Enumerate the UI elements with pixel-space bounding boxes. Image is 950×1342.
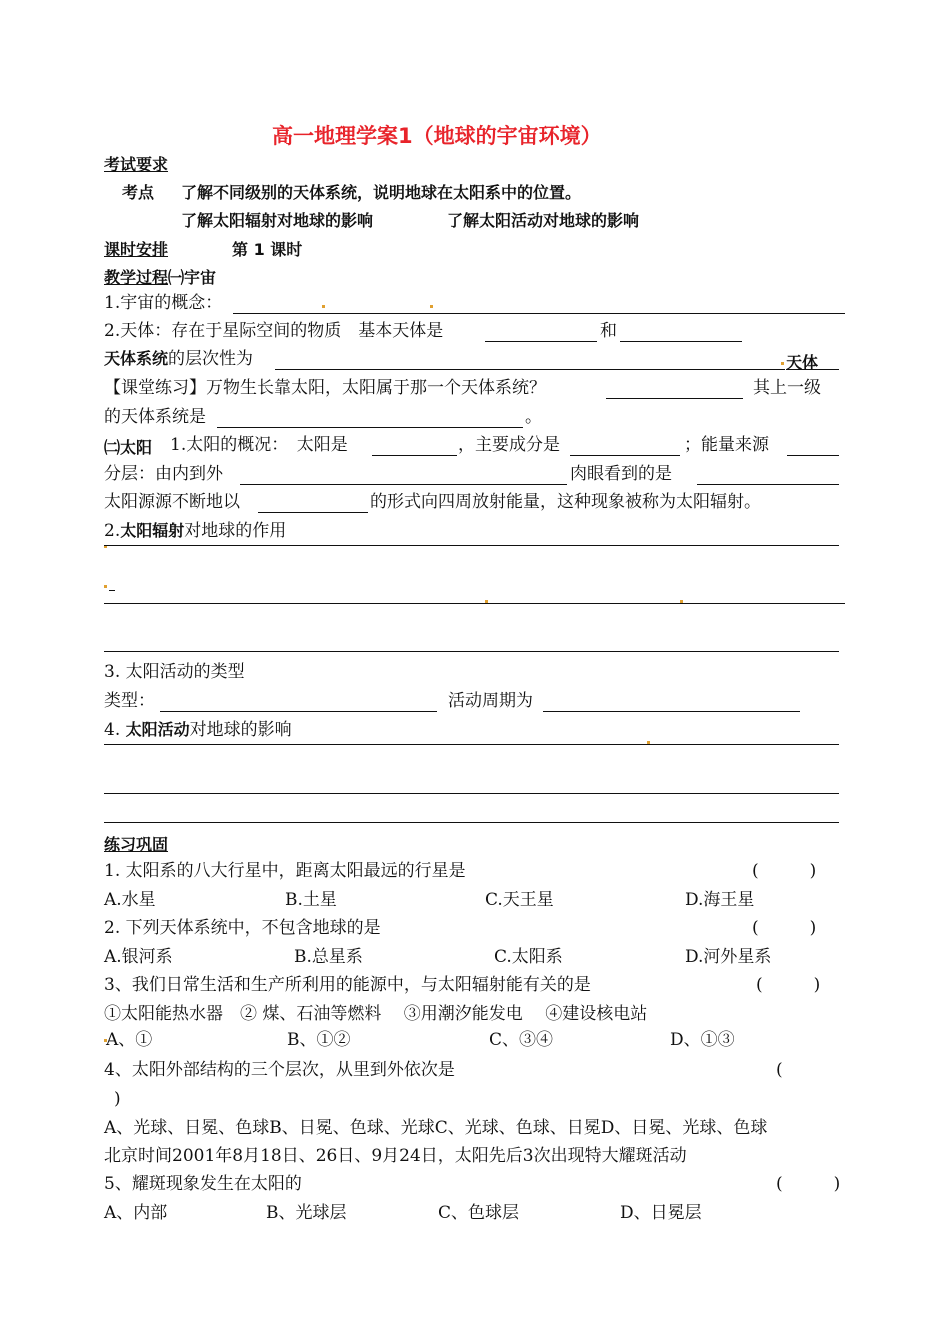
- ex-q2-opt-d[interactable]: D.河外星系: [685, 947, 772, 967]
- answer-line[interactable]: [275, 369, 785, 370]
- ex-q5-opt-d[interactable]: D、日冕层: [620, 1203, 702, 1223]
- sun-p2: ，主要成分是: [458, 435, 560, 455]
- ex-q1-opt-d[interactable]: D.海王星: [685, 890, 755, 910]
- ex-q1-opt-b[interactable]: B.土星: [285, 890, 337, 910]
- practice-end: 。: [525, 407, 542, 427]
- answer-line[interactable]: [104, 822, 839, 823]
- exam-item-2: 了解太阳辐射对地球的影响: [181, 211, 374, 230]
- answer-line[interactable]: [372, 455, 457, 456]
- s3-period: 活动周期为: [448, 691, 533, 711]
- ex-q3-paren[interactable]: ( ): [756, 975, 821, 995]
- scan-dot: [781, 362, 784, 365]
- ex-q1-opt-c[interactable]: C.天王星: [485, 890, 554, 910]
- practice-next: 其上一级: [753, 378, 821, 398]
- ex-q5-text: 5、耀斑现象发生在太阳的: [104, 1174, 302, 1194]
- answer-line[interactable]: [104, 793, 839, 794]
- exam-item-3: 了解太阳活动对地球的影响: [447, 211, 640, 230]
- scan-dot: [430, 305, 433, 308]
- sun-rad-b: 的形式向四周放射能量，这种现象被称为太阳辐射。: [370, 492, 761, 512]
- q2b-tail: 天体: [786, 353, 819, 372]
- answer-line[interactable]: [217, 427, 523, 428]
- answer-line[interactable]: [104, 603, 845, 604]
- answer-line[interactable]: [606, 398, 743, 399]
- q2-and: 和: [600, 321, 617, 341]
- scan-dot: [647, 741, 650, 744]
- schedule-value: 第 1 课时: [232, 240, 303, 259]
- ex-q5-opt-c[interactable]: C、色球层: [438, 1203, 520, 1223]
- ex-q3-opt-d[interactable]: D、①③: [670, 1030, 735, 1050]
- practice-question: 【课堂练习】万物生长靠太阳，太阳属于那一个天体系统？: [104, 378, 546, 398]
- ex-q3-items: ①太阳能热水器 ② 煤、石油等燃料 ③用潮汐能发电 ④建设核电站: [104, 1004, 648, 1024]
- answer-line[interactable]: [697, 484, 839, 485]
- ex-q2-opt-c[interactable]: C.太阳系: [494, 947, 563, 967]
- answer-line[interactable]: [104, 545, 839, 546]
- sun-eye: 肉眼看到的是: [570, 464, 672, 484]
- ex-q4-paren-open[interactable]: (: [776, 1060, 783, 1080]
- answer-line[interactable]: [240, 484, 567, 485]
- exam-heading: 考试要求: [104, 155, 169, 174]
- answer-line[interactable]: [160, 711, 437, 712]
- schedule-heading: 课时安排: [104, 240, 169, 259]
- answer-line[interactable]: [258, 512, 368, 513]
- scan-dot: [322, 305, 325, 308]
- ex-note: 北京时间2001年8月18日、26日、9月24日，太阳先后3次出现特大耀斑活动: [104, 1146, 687, 1166]
- answer-line[interactable]: [104, 651, 839, 652]
- ex-q4-text: 4、太阳外部结构的三个层次，从里到外依次是: [104, 1060, 455, 1080]
- ex-q4-options: A、光球、日冕、色球B、日冕、色球、光球C、光球、色球、日冕D、日冕、光球、色球: [104, 1118, 768, 1138]
- page-title: 高一地理学案1（地球的宇宙环境）: [272, 124, 602, 148]
- ex-q5-opt-a[interactable]: A、内部: [104, 1203, 168, 1223]
- s2-bold: 太阳辐射: [120, 521, 185, 540]
- ex-q5-opt-b[interactable]: B、光球层: [266, 1203, 347, 1223]
- ex-q2-paren[interactable]: ( ): [752, 918, 817, 938]
- sun-p3: ；能量来源: [684, 435, 769, 455]
- tail-underline: [786, 369, 839, 370]
- answer-line[interactable]: [233, 313, 845, 314]
- ex-q2-text: 2. 下列天体系统中，不包含地球的是: [104, 918, 381, 938]
- short-mark: [109, 590, 115, 591]
- scan-dot: [680, 600, 683, 603]
- process-line: [104, 265, 216, 288]
- scan-dot: [104, 585, 107, 588]
- ex-q1-paren[interactable]: ( ): [752, 861, 817, 881]
- ex-q2-opt-b[interactable]: B.总星系: [294, 947, 363, 967]
- q2b-bold: 天体系统: [104, 349, 169, 368]
- answer-line[interactable]: [787, 455, 839, 456]
- section-universe: ㈠宇宙: [168, 268, 217, 287]
- process-heading: 教学过程: [104, 268, 169, 287]
- s2-line: [104, 520, 286, 542]
- s2-rest: 对地球的作用: [184, 521, 287, 541]
- exam-item-1: 了解不同级别的天体系统，说明地球在太阳系中的位置。: [181, 183, 582, 202]
- ex-q1-opt-a[interactable]: A.水星: [104, 890, 156, 910]
- answer-line[interactable]: [485, 341, 597, 342]
- exam-label: 考点: [122, 183, 155, 202]
- s2-num: 2.: [104, 521, 121, 541]
- practice-label: 的天体系统是: [104, 407, 206, 427]
- answer-line[interactable]: [543, 711, 800, 712]
- q2b-rest: 的层次性为: [168, 349, 254, 369]
- ex-q5-paren[interactable]: ( ): [776, 1174, 841, 1194]
- s4-num: 4.: [104, 720, 126, 740]
- q1-label: 1.宇宙的概念：: [104, 293, 223, 313]
- s3-type: 类型：: [104, 691, 155, 711]
- ex-q3-opt-b[interactable]: B、①②: [287, 1030, 351, 1050]
- s4-rest: 对地球的影响: [189, 720, 292, 740]
- sun-rad-a: 太阳源源不断地以: [104, 492, 240, 512]
- ex-q3-text: 3、我们日常生活和生产所利用的能源中，与太阳辐射能有关的是: [104, 975, 591, 995]
- s3-title: 3. 太阳活动的类型: [104, 662, 245, 682]
- sun-layer: 分层：由内到外: [104, 464, 223, 484]
- ex-q2-opt-a[interactable]: A.银河系: [104, 947, 173, 967]
- ex-q3-opt-a[interactable]: A、①: [106, 1030, 153, 1050]
- answer-line[interactable]: [570, 455, 680, 456]
- q2b-line: [104, 348, 253, 370]
- q2-label: 2.天体：存在于星际空间的物质 基本天体是: [104, 321, 444, 341]
- s4-line: [104, 719, 292, 741]
- ex-q1-text: 1. 太阳系的八大行星中，距离太阳最远的行星是: [104, 861, 466, 881]
- s4-bold: 太阳活动: [125, 720, 190, 739]
- section-sun: ㈡太阳: [104, 438, 153, 457]
- exercise-heading: 练习巩固: [104, 835, 169, 854]
- answer-line[interactable]: [104, 744, 839, 745]
- scan-dot: [485, 600, 488, 603]
- sun-p1: 1.太阳的概况： 太阳是: [170, 435, 348, 455]
- answer-line[interactable]: [620, 341, 742, 342]
- ex-q4-paren-close[interactable]: ): [114, 1089, 121, 1109]
- ex-q3-opt-c[interactable]: C、③④: [489, 1030, 554, 1050]
